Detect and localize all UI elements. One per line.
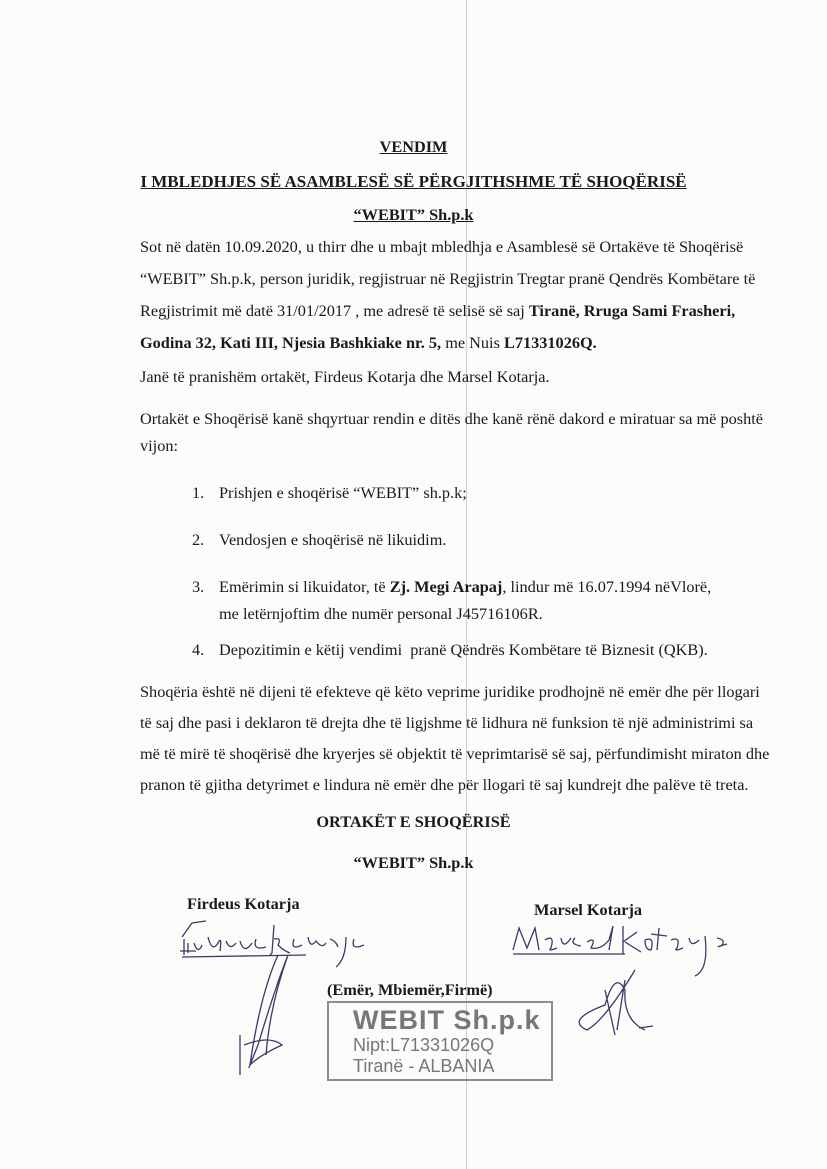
list-item-continuation: me letërnjoftim dhe numër personal J45716106R. — [219, 604, 543, 623]
signatory-right-name: Marsel Kotarja — [534, 900, 643, 919]
list-item: 2. Vendosjen e shoqërisë në likuidim. — [192, 530, 447, 549]
company-heading: “WEBIT” Sh.p.k — [353, 205, 474, 224]
partners-heading: ORTAKËT E SHOQËRISË — [316, 812, 511, 831]
document-title: VENDIM — [379, 137, 448, 156]
list-item: 3. Emërimin si likuidator, të Zj. Megi Arapaj, lindur më 16.07.1994 nëVlorë, — [192, 577, 712, 596]
partners-company: “WEBIT” Sh.p.k — [353, 853, 474, 872]
present-partners: Janë të pranishëm ortakët, Firdeus Kotarja dhe Marsel Kotarja. — [140, 367, 550, 386]
signature-label: (Emër, Mbiemër,Firmë) — [327, 980, 493, 999]
signatory-left-name: Firdeus Kotarja — [187, 894, 300, 913]
company-stamp: WEBIT Sh.p.k Nipt:L71331026Q Tiranë - ALBANIA — [327, 1001, 553, 1081]
document-subtitle: I MBLEDHJES SË ASAMBLESË SË PËRGJITHSHME TË SHOQËRISË — [140, 172, 687, 191]
list-item: 1. Prishjen e shoqërisë “WEBIT” sh.p.k; — [192, 483, 467, 502]
list-item: 4. Depozitimin e këtij vendimi pranë Qëndrës Kombëtare të Biznesit (QKB). — [192, 640, 708, 659]
